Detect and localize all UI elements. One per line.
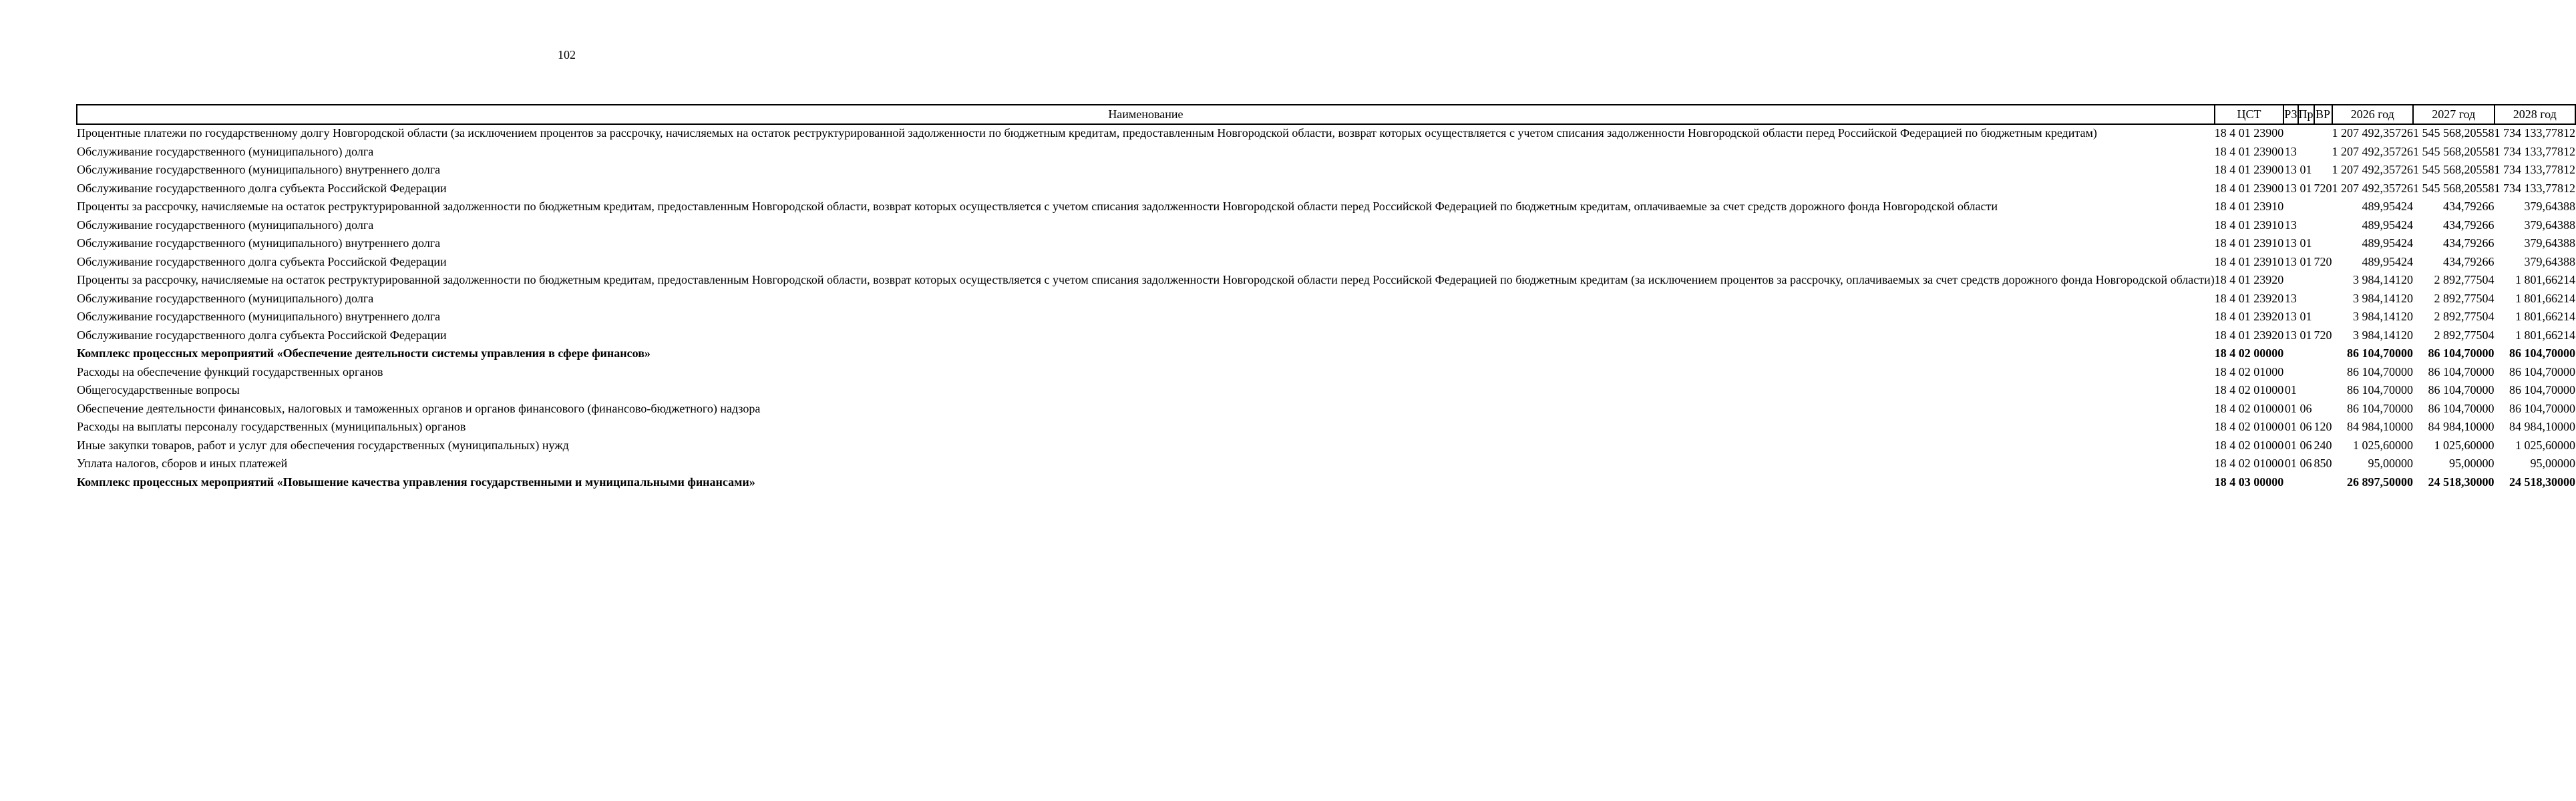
header-vr: ВР — [2314, 105, 2332, 124]
row-cst: 18 4 02 01000 — [2214, 383, 2284, 396]
row-value-2028: 1 025,60000 — [2515, 438, 2576, 452]
table-row — [77, 400, 2575, 419]
row-rz — [2283, 272, 2297, 290]
row-value-2027: 84 984,10000 — [2428, 420, 2495, 433]
row-value-2026: 489,95424 — [2362, 254, 2414, 268]
row-name: Процентные платежи по государственному долгу Новгородской области (за исключением процентов за рассрочку, начисляемых на остаток реструктурированной задолженности по бюджетным кредитам, предоставленным Новгородской области, возврат которых осуществляется с учетом списания задолженности Новгородской области перед Российской Федерацией по бюджетным кредитам) — [77, 126, 2097, 140]
table-header — [77, 105, 2575, 124]
row-pr — [2298, 382, 2314, 400]
row-cst: 18 4 02 01000 — [2214, 457, 2284, 470]
row-value-2028: 86 104,70000 — [2509, 401, 2576, 415]
row-pr: 06 — [2299, 438, 2312, 452]
row-value-2027: 1 025,60000 — [2434, 438, 2495, 452]
row-value-2028: 1 734 133,77812 — [2494, 144, 2576, 158]
row-cst: 18 4 01 23920 — [2214, 291, 2284, 305]
row-rz: 01 — [2284, 420, 2297, 433]
table-row — [77, 124, 2575, 144]
row-cst: 18 4 01 23920 — [2214, 310, 2284, 323]
row-value-2028: 95,00000 — [2530, 457, 2576, 470]
row-vr — [2314, 217, 2332, 236]
row-value-2027: 434,79266 — [2443, 200, 2495, 213]
row-value-2028: 379,64388 — [2524, 218, 2576, 232]
table-row — [77, 474, 2575, 493]
header-row — [77, 105, 2575, 124]
row-value-2027: 86 104,70000 — [2428, 346, 2495, 360]
row-vr — [2314, 290, 2332, 309]
table-row — [77, 345, 2575, 364]
header-cst: ЦСТ — [2215, 105, 2284, 124]
row-cst: 18 4 01 23910 — [2214, 200, 2284, 213]
row-value-2028: 379,64388 — [2524, 254, 2576, 268]
row-value-2027: 86 104,70000 — [2428, 401, 2495, 415]
table-row — [77, 364, 2575, 382]
row-rz — [2283, 198, 2297, 217]
row-rz: 13 — [2284, 163, 2297, 176]
row-value-2028: 1 801,66214 — [2515, 328, 2576, 342]
header-pr: Пр — [2298, 105, 2314, 124]
row-value-2028: 379,64388 — [2524, 200, 2576, 213]
row-name: Иные закупки товаров, работ и услуг для обеспечения государственных (муниципальных) нужд — [77, 438, 569, 452]
row-pr — [2298, 217, 2314, 236]
row-pr: 01 — [2299, 236, 2312, 250]
row-value-2026: 489,95424 — [2362, 218, 2414, 232]
row-value-2026: 489,95424 — [2362, 200, 2414, 213]
row-value-2027: 434,79266 — [2443, 254, 2495, 268]
row-value-2026: 1 207 492,35726 — [2332, 163, 2414, 176]
row-cst: 18 4 03 00000 — [2214, 475, 2284, 489]
row-value-2027: 86 104,70000 — [2428, 383, 2495, 396]
header-2026: 2026 год — [2332, 105, 2414, 124]
row-value-2026: 86 104,70000 — [2347, 401, 2414, 415]
row-vr: 720 — [2314, 328, 2332, 342]
row-value-2026: 3 984,14120 — [2353, 273, 2414, 286]
row-vr: 120 — [2314, 420, 2332, 433]
row-value-2026: 86 104,70000 — [2347, 346, 2414, 360]
row-cst: 18 4 02 01000 — [2214, 401, 2284, 415]
row-vr — [2314, 382, 2332, 400]
row-name: Обслуживание государственного долга субъекта Российской Федерации — [77, 181, 447, 195]
row-vr — [2314, 124, 2332, 144]
row-value-2028: 86 104,70000 — [2509, 346, 2576, 360]
row-pr: 01 — [2299, 254, 2312, 268]
row-pr: 06 — [2299, 457, 2312, 470]
row-value-2028: 1 801,66214 — [2515, 291, 2576, 305]
row-pr — [2298, 364, 2314, 382]
row-pr: 01 — [2299, 163, 2312, 176]
row-cst: 18 4 01 23910 — [2214, 236, 2284, 250]
row-vr — [2314, 198, 2332, 217]
row-rz: 13 — [2284, 236, 2297, 250]
row-value-2028: 379,64388 — [2524, 236, 2576, 250]
table-row — [77, 217, 2575, 236]
row-cst: 18 4 01 23900 — [2214, 126, 2284, 140]
row-value-2028: 84 984,10000 — [2509, 420, 2576, 433]
row-value-2027: 434,79266 — [2443, 236, 2495, 250]
row-name: Обслуживание государственного (муниципального) долга — [77, 218, 374, 232]
row-pr: 01 — [2299, 328, 2312, 342]
row-cst: 18 4 01 23910 — [2214, 254, 2284, 268]
row-cst: 18 4 01 23900 — [2214, 181, 2284, 195]
row-name: Обслуживание государственного (муниципального) внутреннего долга — [77, 163, 441, 176]
row-rz: 13 — [2284, 291, 2297, 305]
row-vr — [2314, 272, 2332, 290]
table-row — [77, 254, 2575, 272]
row-vr — [2314, 308, 2332, 327]
row-pr — [2298, 290, 2314, 309]
row-vr — [2314, 345, 2332, 364]
row-rz — [2283, 364, 2297, 382]
row-rz: 01 — [2284, 401, 2297, 415]
row-value-2028: 1 734 133,77812 — [2494, 181, 2576, 195]
row-cst: 18 4 02 00000 — [2214, 346, 2284, 360]
row-cst: 18 4 02 01000 — [2214, 420, 2284, 433]
row-cst: 18 4 01 23900 — [2214, 163, 2284, 176]
row-rz — [2283, 124, 2297, 144]
table-body — [77, 124, 2575, 492]
row-name: Общегосударственные вопросы — [77, 383, 240, 396]
row-value-2027: 434,79266 — [2443, 218, 2495, 232]
budget-table — [76, 104, 2576, 492]
row-cst: 18 4 01 23920 — [2214, 273, 2284, 286]
row-vr — [2314, 400, 2332, 419]
table-row — [77, 144, 2575, 162]
row-rz: 13 — [2284, 254, 2297, 268]
row-value-2026: 3 984,14120 — [2353, 310, 2414, 323]
row-pr — [2298, 474, 2314, 493]
row-value-2027: 2 892,77504 — [2434, 310, 2495, 323]
row-pr: 06 — [2299, 420, 2312, 433]
table-row — [77, 235, 2575, 254]
row-value-2026: 84 984,10000 — [2347, 420, 2414, 433]
table-row — [77, 290, 2575, 309]
row-value-2026: 1 207 492,35726 — [2332, 126, 2414, 140]
row-value-2028: 86 104,70000 — [2509, 364, 2576, 378]
row-value-2026: 489,95424 — [2362, 236, 2414, 250]
row-rz: 13 — [2284, 144, 2297, 158]
row-value-2027: 1 545 568,20558 — [2413, 163, 2495, 176]
header-2027: 2027 год — [2413, 105, 2495, 124]
table-row — [77, 455, 2575, 474]
row-name: Комплекс процессных мероприятий «Обеспечение деятельности системы управления в сфере финансов» — [77, 346, 651, 360]
row-pr — [2298, 124, 2314, 144]
table-row — [77, 419, 2575, 437]
row-vr — [2314, 474, 2332, 493]
row-name: Обслуживание государственного долга субъекта Российской Федерации — [77, 254, 447, 268]
row-rz: 13 — [2284, 181, 2297, 195]
row-pr: 06 — [2299, 401, 2312, 415]
row-value-2026: 86 104,70000 — [2347, 383, 2414, 396]
row-pr — [2298, 345, 2314, 364]
row-vr — [2314, 235, 2332, 254]
row-value-2027: 2 892,77504 — [2434, 328, 2495, 342]
row-rz — [2283, 345, 2297, 364]
row-value-2028: 24 518,30000 — [2509, 475, 2576, 489]
row-vr: 850 — [2314, 457, 2332, 470]
row-value-2026: 3 984,14120 — [2353, 328, 2414, 342]
table-row — [77, 198, 2575, 217]
row-value-2028: 1 734 133,77812 — [2494, 163, 2576, 176]
row-value-2027: 1 545 568,20558 — [2413, 126, 2495, 140]
row-value-2028: 86 104,70000 — [2509, 383, 2576, 396]
header-2028: 2028 год — [2495, 105, 2576, 124]
row-vr — [2314, 364, 2332, 382]
row-value-2026: 1 025,60000 — [2353, 438, 2414, 452]
row-pr — [2298, 272, 2314, 290]
row-value-2026: 86 104,70000 — [2347, 364, 2414, 378]
row-value-2027: 86 104,70000 — [2428, 364, 2495, 378]
header-name: Наименование — [77, 105, 2215, 124]
row-rz: 01 — [2284, 383, 2297, 396]
row-rz: 13 — [2284, 328, 2297, 342]
row-rz: 01 — [2284, 438, 2297, 452]
row-name: Проценты за рассрочку, начисляемые на остаток реструктурированной задолженности по бюджетным кредитам, предоставленным Новгородской области, возврат которых осуществляется с учетом списания задолженности Новгородской области перед Российской Федерацией по бюджетным кредитам, оплачиваемые за счет средств дорожного фонда Новгородской области — [77, 200, 1998, 213]
row-value-2028: 1 734 133,77812 — [2494, 126, 2576, 140]
row-vr: 720 — [2314, 254, 2332, 268]
row-rz: 01 — [2284, 457, 2297, 470]
row-name: Обеспечение деятельности финансовых, налоговых и таможенных органов и органов финансового (финансово-бюджетного) надзора — [77, 401, 761, 415]
table-row — [77, 327, 2575, 346]
row-value-2027: 95,00000 — [2449, 457, 2495, 470]
row-name: Обслуживание государственного (муниципального) долга — [77, 291, 374, 305]
row-name: Обслуживание государственного долга субъекта Российской Федерации — [77, 328, 447, 342]
row-value-2027: 1 545 568,20558 — [2413, 144, 2495, 158]
row-rz: 13 — [2284, 310, 2297, 323]
row-vr — [2314, 162, 2332, 180]
row-name: Комплекс процессных мероприятий «Повышение качества управления государственными и муниципальными финансами» — [77, 475, 755, 489]
row-pr — [2298, 144, 2314, 162]
row-name: Расходы на обеспечение функций государственных органов — [77, 364, 383, 378]
row-name: Расходы на выплаты персоналу государственных (муниципальных) органов — [77, 420, 466, 433]
row-pr: 01 — [2299, 310, 2312, 323]
row-cst: 18 4 02 01000 — [2214, 364, 2284, 378]
row-value-2026: 26 897,50000 — [2347, 475, 2414, 489]
table-row — [77, 437, 2575, 456]
row-vr — [2314, 144, 2332, 162]
row-rz: 13 — [2284, 218, 2297, 232]
row-pr — [2298, 198, 2314, 217]
table-row — [77, 272, 2575, 290]
table-row — [77, 382, 2575, 400]
row-name: Уплата налогов, сборов и иных платежей — [77, 457, 288, 470]
row-value-2027: 2 892,77504 — [2434, 291, 2495, 305]
row-value-2026: 3 984,14120 — [2353, 291, 2414, 305]
row-name: Обслуживание государственного (муниципального) внутреннего долга — [77, 236, 441, 250]
row-value-2026: 95,00000 — [2368, 457, 2414, 470]
page-number: 102 — [558, 48, 576, 61]
row-value-2028: 1 801,66214 — [2515, 273, 2576, 286]
row-cst: 18 4 01 23900 — [2214, 144, 2284, 158]
row-value-2027: 2 892,77504 — [2434, 273, 2495, 286]
row-rz — [2283, 474, 2297, 493]
row-cst: 18 4 01 23910 — [2214, 218, 2284, 232]
row-vr: 240 — [2314, 438, 2332, 452]
row-cst: 18 4 02 01000 — [2214, 438, 2284, 452]
row-cst: 18 4 01 23920 — [2214, 328, 2284, 342]
row-value-2027: 24 518,30000 — [2428, 475, 2495, 489]
row-pr: 01 — [2299, 181, 2312, 195]
row-value-2026: 1 207 492,35726 — [2332, 181, 2414, 195]
table-row — [77, 308, 2575, 327]
row-value-2027: 1 545 568,20558 — [2413, 181, 2495, 195]
row-vr: 720 — [2314, 181, 2332, 195]
row-name: Обслуживание государственного (муниципального) внутреннего долга — [77, 310, 441, 323]
row-value-2026: 1 207 492,35726 — [2332, 144, 2414, 158]
header-rz: РЗ — [2283, 105, 2297, 124]
row-value-2028: 1 801,66214 — [2515, 310, 2576, 323]
row-name: Проценты за рассрочку, начисляемые на остаток реструктурированной задолженности по бюджетным кредитам, предоставленным Новгородской области, возврат которых осуществляется с учетом списания задолженности Новгородской области перед Российской Федерацией по бюджетным кредитам (за исключением процентов за рассрочку, оплачиваемых за счет средств дорожного фонда Новгородской области) — [77, 273, 2215, 286]
table-row — [77, 180, 2575, 199]
row-name: Обслуживание государственного (муниципального) долга — [77, 144, 374, 158]
table-row — [77, 162, 2575, 180]
